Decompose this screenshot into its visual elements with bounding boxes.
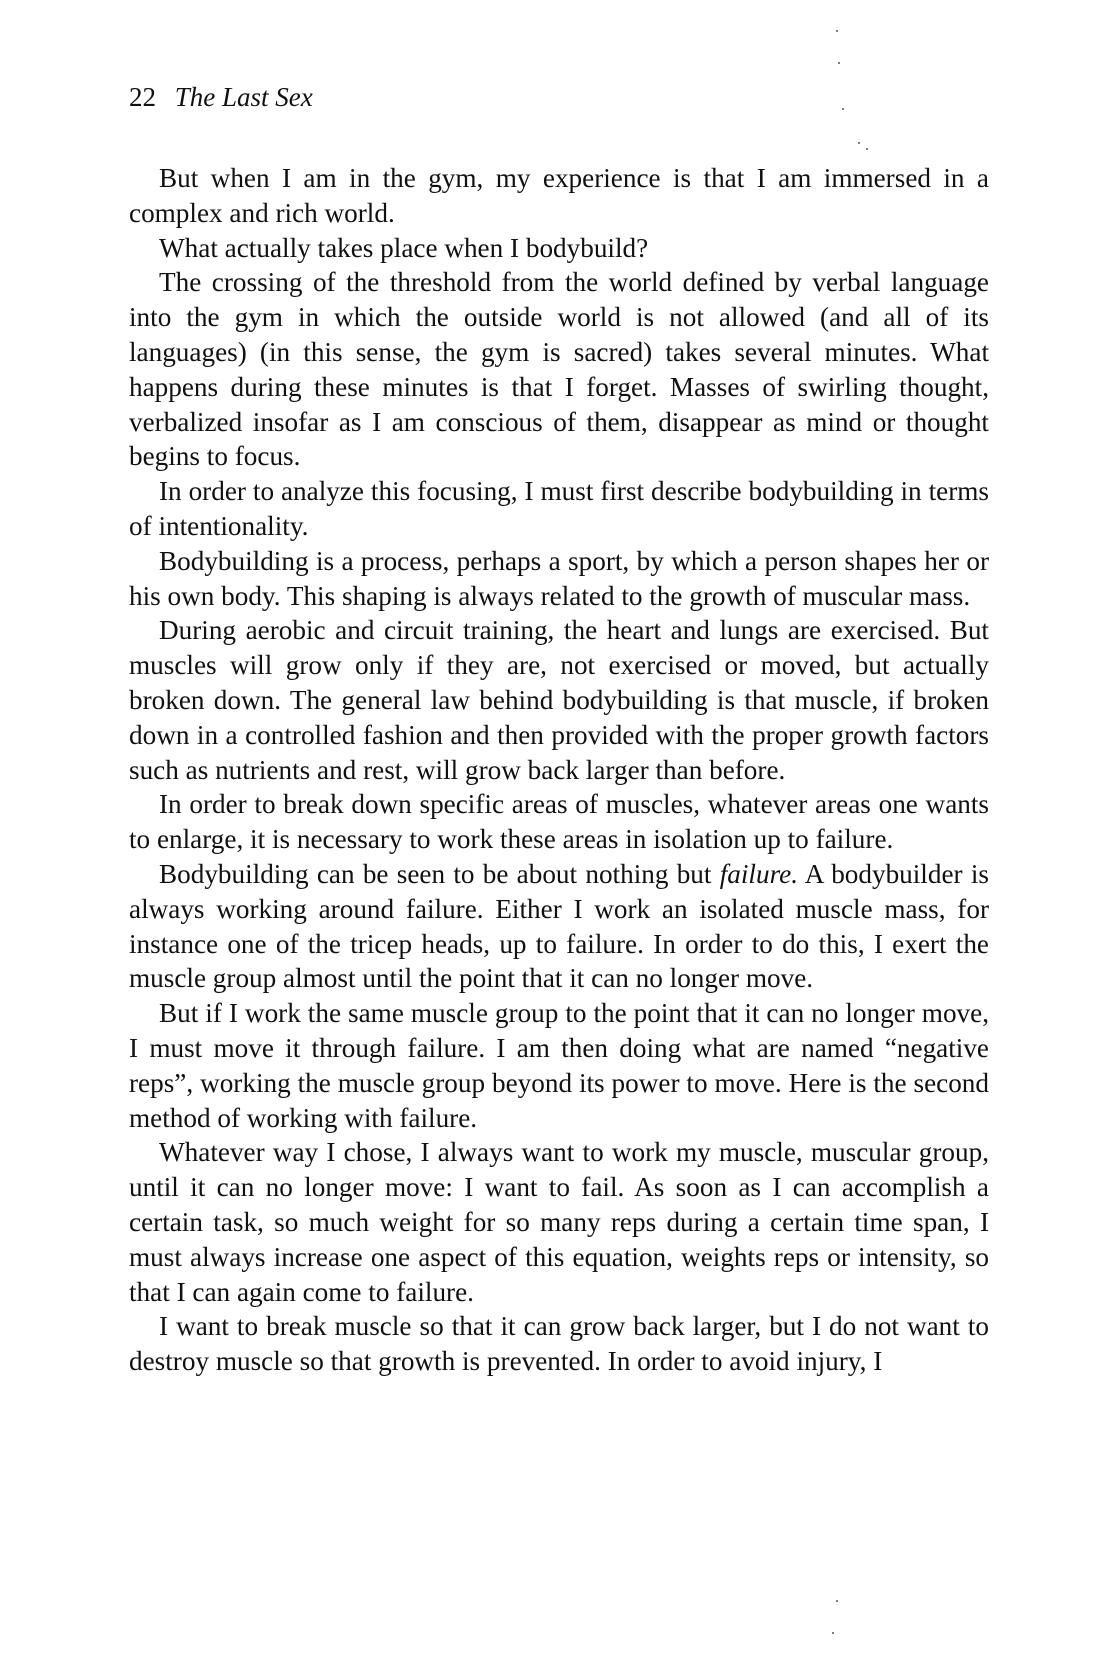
book-title: The Last Sex bbox=[174, 82, 313, 112]
scan-speck bbox=[836, 30, 838, 32]
paragraph-11: I want to break muscle so that it can grow back larger, but I do not want to destroy muscle so that growth is prevented. In order to avoid injury, I bbox=[129, 1311, 989, 1377]
scan-speck bbox=[836, 1600, 838, 1602]
running-head bbox=[129, 80, 313, 114]
paragraph-8-start: Bodybuilding can be seen to be about nothing but bbox=[159, 858, 720, 889]
body-text bbox=[129, 161, 989, 1379]
paragraph-4: In order to analyze this focusing, I must first describe bodybuilding in terms of intentionality. bbox=[129, 476, 989, 541]
scan-speck bbox=[842, 108, 844, 110]
page-number: 22 bbox=[129, 82, 156, 112]
paragraph-8-end: A bodybuilder is always working around failure. Either I work an isolated muscle mass, for instance one of the tricep heads, up to failure. In order to do this, I exert the muscle group almost until the point that it can no longer move. bbox=[129, 858, 989, 994]
paragraph-7: In order to break down specific areas of muscles, whatever areas one wants to enlarge, it is necessary to work these areas in isolation up to failure. bbox=[129, 789, 989, 855]
paragraph-3: The crossing of the threshold from the world defined by verbal language into the gym in which the outside world is not allowed (and all of its languages) (in this sense, the gym is sacred) takes several minutes. What happens during these minutes is that I forget. Masses of swirling thought, verbalized insofar as I am conscious of them, disappear as mind or thought begins to focus. bbox=[129, 267, 989, 472]
scan-speck bbox=[866, 148, 868, 150]
paragraph-2: What actually takes place when I bodybuild? bbox=[159, 232, 649, 263]
paragraph-5: Bodybuilding is a process, perhaps a sport, by which a person shapes her or his own body. This shaping is always related to the growth of muscular mass. bbox=[129, 545, 989, 611]
paragraph-10: Whatever way I chose, I always want to work my muscle, muscular group, until it can no longer move: I want to fail. As soon as I can accomplish a certain task, so much weight for so many reps during a certain time span, I must always increase one aspect of this equation, weights reps or intensity, so that I can again come to failure. bbox=[129, 1137, 989, 1307]
italic-failure: failure. bbox=[719, 858, 799, 889]
paragraph-6: During aerobic and circuit training, the heart and lungs are exercised. But muscles will grow only if they are, not exercised or moved, but actually broken down. The general law behind bodybuilding is that muscle, if broken down in a controlled fashion and then provided with the proper growth factors such as nutrients and rest, will grow back larger than before. bbox=[129, 615, 989, 785]
scan-speck bbox=[838, 62, 840, 64]
scan-speck bbox=[858, 142, 860, 144]
paragraph-9: But if I work the same muscle group to the point that it can no longer move, I must move it through failure. I am then doing what are named “negative reps”, working the muscle group beyond its power to move. Here is the second method of working with failure. bbox=[129, 998, 989, 1133]
paragraph-1: But when I am in the gym, my experience is that I am immersed in a complex and rich world. bbox=[129, 163, 989, 228]
paragraph-8 bbox=[129, 857, 989, 996]
scan-speck bbox=[832, 1632, 834, 1634]
